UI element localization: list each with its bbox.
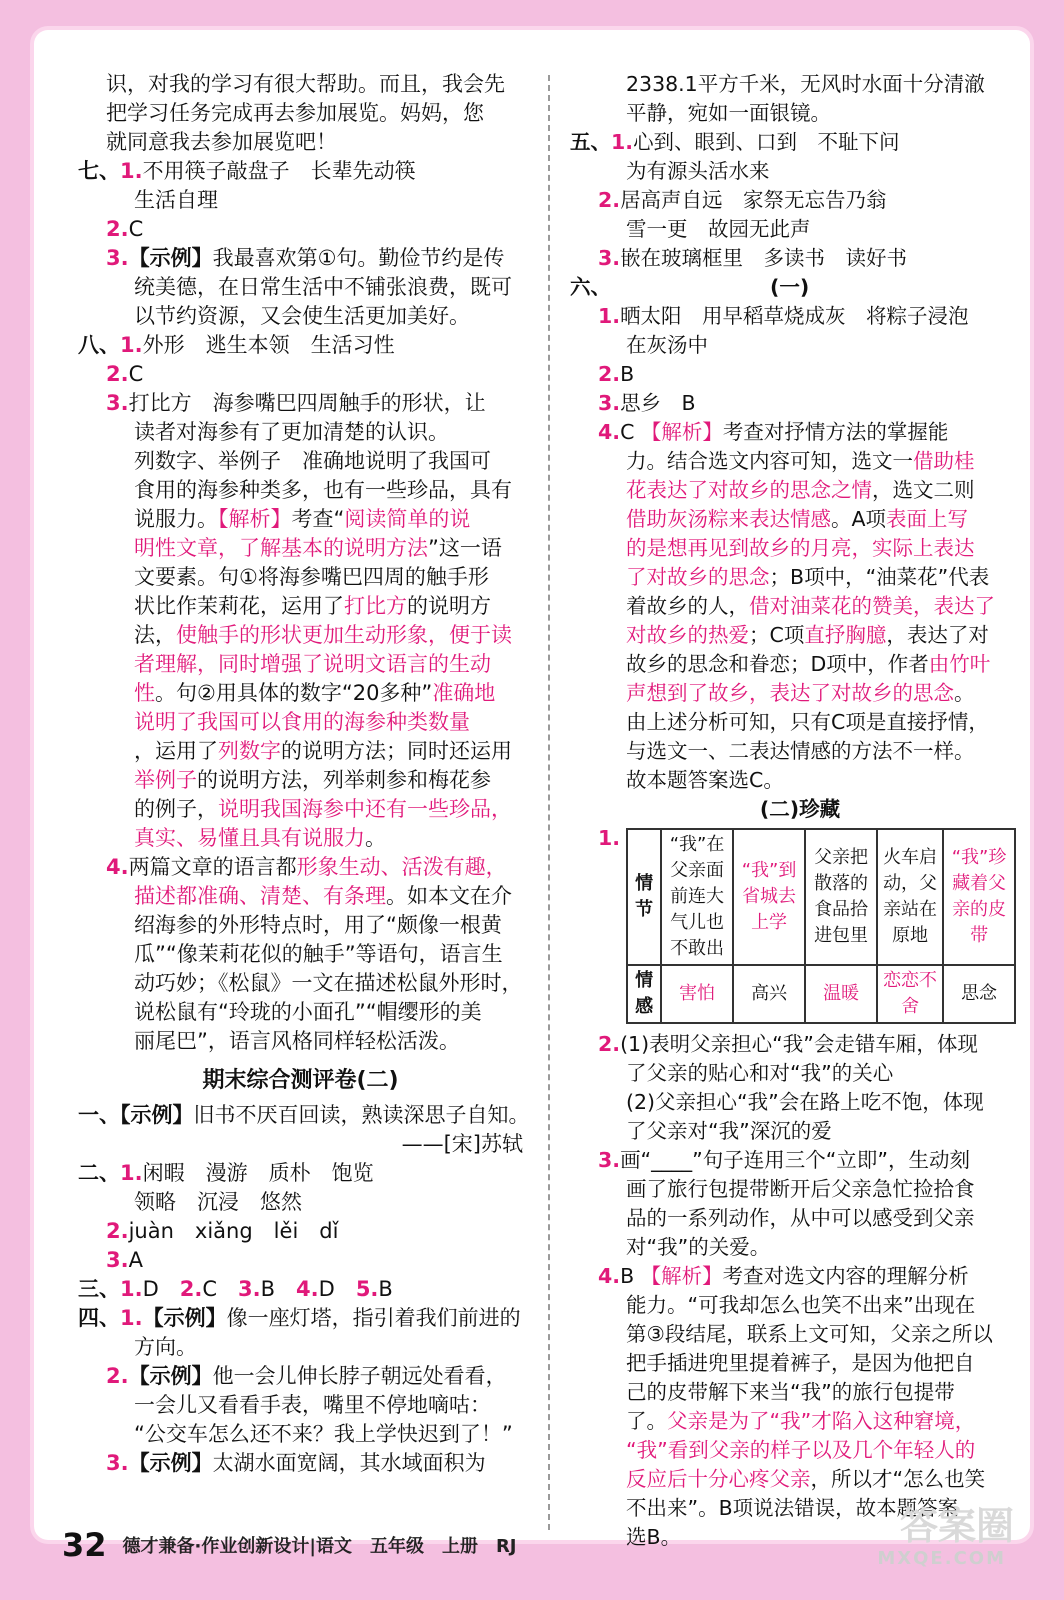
text-line: 丽尾巴”，语言风格同样轻松活泼。	[134, 1029, 460, 1053]
text-line: 与选文一、二表达情感的方法不一样。	[626, 739, 975, 763]
table-block: 1. 情节 “我”在父亲面前连大气儿也不敢出 “我”到省城去上学 父亲把散落的食品拾进包里 火车启动，父亲站在原地 “我”珍藏着父亲的皮带 情感 害怕 高兴 温暖 恋恋不舍 思念	[570, 824, 1030, 1030]
text-line: 能力。“可我却怎么也笑不出来”出现在	[626, 1293, 976, 1317]
text-line: 说明了我国可以食用的海参种类数量	[134, 710, 470, 734]
section-3: 三、1.D 2.C 3.B 4.D 5.B	[78, 1277, 393, 1301]
text-line: 画了旅行包提带断开后父亲急忙捡拾食	[626, 1177, 975, 1201]
text-line: (2)父亲担心“我”会在路上吃不饱，体现	[626, 1090, 984, 1114]
text-line: 的是想再见到故乡的月亮，实际上表达	[626, 536, 975, 560]
left-column	[78, 70, 530, 1478]
text-line: 对故乡的热爱；C项直抒胸臆，表达了对	[626, 623, 989, 647]
table-cell: 思念	[943, 965, 1015, 1023]
text-line: 就同意我去参加展览吧！	[106, 130, 337, 154]
watermark-url: MXQE.COM	[877, 1548, 1006, 1569]
subsection-title: (二)珍藏	[759, 797, 841, 821]
table-cell: “我”在父亲面前连大气儿也不敢出	[661, 829, 733, 965]
text-line: 方向。	[134, 1335, 197, 1359]
answer-item: 4.C 【解析】考查对抒情方法的掌握能	[598, 420, 949, 444]
section-2: 二、1.闲暇 漫游 质朴 饱览	[78, 1161, 374, 1185]
text-line: 生活自理	[134, 188, 218, 212]
table-cell: 恋恋不舍	[877, 965, 943, 1023]
text-line: 了父亲的贴心和对“我”的关心	[626, 1061, 894, 1085]
text-line: 明性文章，了解基本的说明方法”这一语	[134, 536, 502, 560]
exam-title: 期末综合测评卷(二)	[202, 1068, 399, 1093]
text-line: 了对故乡的思念；B项中，“油菜花”代表	[626, 565, 990, 589]
text-line: 读者对海参有了更加清楚的认识。	[134, 420, 449, 444]
right-column	[570, 70, 1030, 1552]
text-line: 瓜”“像茉莉花似的触手”等语句，语言生	[134, 942, 503, 966]
answer-item: 2.(1)表明父亲担心“我”会走错车厢，体现	[598, 1032, 978, 1056]
answer-item: 1.晒太阳 用早稻草烧成灰 将粽子浸泡	[598, 304, 969, 328]
text-line: 为有源头活水来	[626, 159, 770, 183]
section-5: 五、1.心到、眼到、口到 不耻下问	[570, 130, 900, 154]
answer-item: 4.两篇文章的语言都形象生动、活泼有趣，	[106, 855, 507, 879]
table-row-header: 情感	[627, 965, 661, 1023]
text-line: 统美德，在日常生活中不铺张浪费，既可	[134, 275, 512, 299]
table-cell: “我”珍藏着父亲的皮带	[943, 829, 1015, 965]
text-line: 故本题答案选C。	[626, 768, 784, 792]
answer-item: 2.居高声自远 家祭无忘告乃翁	[598, 188, 887, 212]
text-line: 了。父亲是为了“我”才陷入这种窘境，	[626, 1409, 976, 1433]
answer-item: 3.思乡 B	[598, 391, 696, 415]
table-cell: 高兴	[733, 965, 805, 1023]
text-line: 说松鼠有“玲珑的小面孔”“帽缨形的美	[134, 1000, 482, 1024]
table-row	[627, 829, 1015, 965]
section-8: 八、1.外形 逃生本领 生活习性	[78, 333, 395, 357]
table-cell: “我”到省城去上学	[733, 829, 805, 965]
text-line: “我”看到父亲的样子以及几个年轻人的	[626, 1438, 976, 1462]
answer-item: 2.C	[106, 217, 144, 241]
answer-item: 3.打比方 海参嘴巴四周触手的形状，让	[106, 391, 486, 415]
text-line: 者理解，同时增强了说明文语言的生动	[134, 652, 491, 676]
text-line: 力。结合选文内容可知，选文一借助桂	[626, 449, 975, 473]
text-line: 2338.1平方千米，无风时水面十分清澈	[626, 72, 985, 96]
table-row	[627, 965, 1015, 1023]
text-line: 对“我”的关爱。	[626, 1235, 771, 1259]
text-line: 真实、易懂且具有说服力。	[134, 826, 386, 850]
answer-item: 2.C	[106, 362, 144, 386]
answer-item: 3.A	[106, 1248, 143, 1272]
text-line: 借助灰汤粽来表达情感。A项表面上写	[626, 507, 969, 531]
table-cell: 火车启动，父亲站在原地	[877, 829, 943, 965]
answer-item: 3.【示例】太湖水面宽阔，其水域面积为	[106, 1451, 486, 1475]
text-line: 品的一系列动作，从中可以感受到父亲	[626, 1206, 975, 1230]
text-line: 把学习任务完成再去参加展览。妈妈，您	[106, 101, 484, 125]
text-line: 平静，宛如一面银镜。	[626, 101, 831, 125]
answer-item: 2.B	[598, 362, 635, 386]
text-line: 一会儿又看看手表，嘴里不停地嘀咕：	[134, 1393, 491, 1417]
section-6: 六、 (一)	[570, 275, 810, 299]
text-line: 不出来”。B项说法错误，故本题答案	[626, 1496, 959, 1520]
text-line: 故乡的思念和眷恋；D项中，作者由竹叶	[626, 652, 991, 676]
table-cell: 害怕	[661, 965, 733, 1023]
text-line: 花表达了对故乡的思念之情，选文二则	[626, 478, 975, 502]
text-line: 列数字、举例子 准确地说明了我国可	[134, 449, 491, 473]
text-line: ，运用了列数字的说明方法；同时还运用	[134, 739, 512, 763]
text-line: 食用的海参种类多，也有一些珍品，具有	[134, 478, 512, 502]
text-line: 动巧妙；《松鼠》一文在描述松鼠外形时，	[134, 971, 523, 995]
answer-item: 2.juàn xiǎng lěi dǐ	[106, 1219, 339, 1243]
text-line: 把手插进兜里提着裤子，是因为他把自	[626, 1351, 975, 1375]
page-footer	[62, 1526, 517, 1564]
text-line: 选B。	[626, 1525, 682, 1549]
answer-item: 2.【示例】他一会儿伸长脖子朝远处看看，	[106, 1364, 507, 1388]
section-7: 七、1.不用筷子敲盘子 长辈先动筷	[78, 159, 416, 183]
text-line: 绍海参的外形特点时，用了“颇像一根黄	[134, 913, 502, 937]
text-line: 性。句②用具体的数字“20多种”准确地	[134, 681, 496, 705]
text-line: 己的皮带解下来当“我”的旅行包提带	[626, 1380, 955, 1404]
page-number: 32	[62, 1526, 107, 1564]
text-line: 雪一更 故园无此声	[626, 217, 811, 241]
text-line: 描述都准确、清楚、有条理。如本文在介	[134, 884, 512, 908]
section-4: 四、1.【示例】像一座灯塔，指引着我们前进的	[78, 1306, 521, 1330]
answer-item: 4.B 【解析】考查对选文内容的理解分析	[598, 1264, 969, 1288]
text-line: 在灰汤中	[626, 333, 708, 357]
text-line: 反应后十分心疼父亲，所以才“怎么也笑	[626, 1467, 986, 1491]
watermark-logo: 答案圈	[899, 1504, 1014, 1548]
text-line: 由上述分析可知，只有C项是直接抒情，	[626, 710, 989, 734]
text-line: 领略 沉浸 悠然	[134, 1190, 302, 1214]
table-cell: 父亲把散落的食品拾进包里	[805, 829, 877, 965]
text-line: 识，对我的学习有很大帮助。而且，我会先	[106, 72, 505, 96]
text-line: 状比作茉莉花，运用了打比方的说明方	[134, 594, 491, 618]
text-line: 说服力。【解析】考查“阅读简单的说	[134, 507, 471, 531]
text-line: 声想到了故乡，表达了对故乡的思念。	[626, 681, 975, 705]
footer-text: 德才兼备·作业创新设计|语文 五年级 上册 RJ	[122, 1536, 517, 1557]
text-line: 着故乡的人，借对油菜花的赞美，表达了	[626, 594, 995, 618]
answer-item: 3.画“____”句子连用三个“立即”，生动刻	[598, 1148, 971, 1172]
text-line: 举例子的说明方法，列举刺参和梅花参	[134, 768, 491, 792]
section-1: 一、【示例】旧书不厌百回读，熟读深思子自知。	[78, 1103, 530, 1127]
text-line: “公交车怎么还不来？我上学快迟到了！”	[134, 1422, 513, 1446]
answer-item: 3.【示例】我最喜欢第①句。勤俭节约是传	[106, 246, 505, 270]
text-line: 以节约资源，又会使生活更加美好。	[134, 304, 470, 328]
answer-table	[626, 828, 1016, 1024]
quote-author: ——[宋]苏轼	[401, 1132, 523, 1156]
table-row-header: 情节	[627, 829, 661, 965]
answer-item: 3.嵌在玻璃框里 多读书 读好书	[598, 246, 908, 270]
text-line: 法，使触手的形状更加生动形象，便于读	[134, 623, 512, 647]
table-cell: 温暖	[805, 965, 877, 1023]
text-line: 第③段结尾，联系上文可知，父亲之所以	[626, 1322, 993, 1346]
column-divider	[548, 75, 550, 1530]
text-line: 了父亲对“我”深沉的爱	[626, 1119, 832, 1143]
text-line: 文要素。句①将海参嘴巴四周的触手形	[134, 565, 489, 589]
text-line: 的例子，说明我国海参中还有一些珍品，	[134, 797, 512, 821]
